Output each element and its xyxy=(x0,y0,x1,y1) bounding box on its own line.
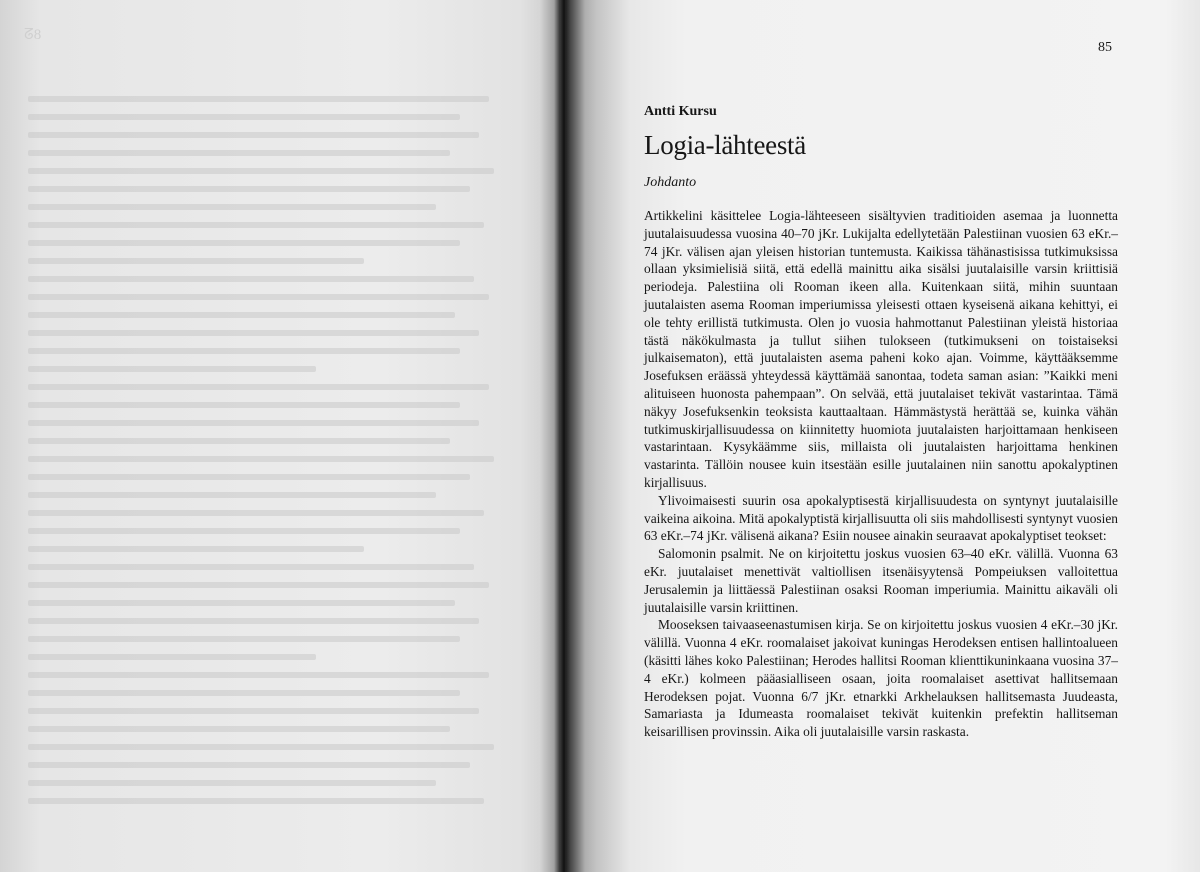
showthrough-line xyxy=(28,762,470,768)
showthrough-line xyxy=(28,492,436,498)
showthrough-line xyxy=(28,330,479,336)
showthrough-line xyxy=(28,582,489,588)
showthrough-line xyxy=(28,438,450,444)
showthrough-line xyxy=(28,258,364,264)
book-gutter-shadow xyxy=(540,0,630,872)
paragraph: Ylivoimaisesti suurin osa apokalyptisestä kirjallisuudesta on syntynyt juutalaisille vaikeina aikoina. Mitä apokalyptistä kirjallisuutta oli siis mahdollisesti syntynyt vuosien 63 eKr.–74 jKr. välisenä aikana? Esiin nousee ainakin seuraavat apokalyptiset teokset: xyxy=(644,492,1118,544)
showthrough-line xyxy=(28,276,474,282)
paragraph: Salomonin psalmit. Ne on kirjoitettu joskus vuosien 63–40 eKr. välillä. Vuonna 63 eKr. juutalaiset menettivät valtiollisen itsenäisyytensä Pompeiuksen valloitettua Jerusalemin ja liittäessä Palestiinan osaksi Rooman imperiumia. Mainittu aikaväli oli juutalaisille varsin kriittinen. xyxy=(644,546,1118,615)
showthrough-line xyxy=(28,456,494,462)
showthrough-line xyxy=(28,240,460,246)
showthrough-line xyxy=(28,510,484,516)
showthrough-line xyxy=(28,528,460,534)
showthrough-line xyxy=(28,618,479,624)
showthrough-line xyxy=(28,780,436,786)
paragraph: Mooseksen taivaaseenastumisen kirja. Se on kirjoitettu joskus vuosien 4 eKr.–30 jKr. välillä. Vuonna 4 eKr. roomalaiset jakoivat kuningas Herodeksen entisen hallintoalueen (käsitti lähes koko Palestiinan; Herodes hallitsi Rooman klienttikuninkaana vuosina 37–4 eKr.) kolmeen pääasialliseen osaan, joita roomalaiset asettivat hallitsemaan Herodeksen pojat. Vuonna 6/7 jKr. etnarkki Arkhelauksen hallitsemasta Juudeasta, Samariasta ja Idumeasta roomalaiset tekivät kuitenkin prefektin hallitseman keisarillisen provinssin. Aika oli juutalaisille varsin raskasta. xyxy=(644,617,1118,740)
article-title: Logia-lähteestä xyxy=(644,130,806,160)
showthrough-line xyxy=(28,690,460,696)
showthrough-line xyxy=(28,222,484,228)
showthrough-line xyxy=(28,384,489,390)
showthrough-line xyxy=(28,474,470,480)
paragraph: Artikkelini käsittelee Logia-lähteeseen sisältyvien traditioiden asemaa ja luonnetta juutalaisuudessa vuosina 40–70 jKr. Lukijalta edellytetään Palestiinan vuosien 63 eKr.–74 jKr. välisen ajan yleisen historian tuntemusta. Kaikissa tähänastisissa tutkimuksissa ollaan yksimielisiä siitä, että edellä mainittu aika sisälsi juutalaisille varsin kriittisiä periodeja. Palestiina oli Rooman ikeen alla. Kuitenkaan siitä, mihin suuntaan juutalaisten asema Rooman imperiumissa yleisesti ottaen kyseisenä aikana kehittyi, ei ole tehty erillistä tutkimusta. Olen jo vuosia hahmottanut Palestiinan yleistä historiaa tästä näkökulmasta ja tullut siihen tulokseen (tutkimukseni on toistaiseksi julkaisematon), että juutalaisten asema paheni koko ajan. Voimme, käyttääksemme Josefuksen eräässä yhteydessä käyttämää sanontaa, todeta saman asian: ”Kaikki meni alituiseen huonosta pahempaan”. On selvää, että juutalaiset tekivät vastarintaa. Tämä näkyy Josefuksenkin teoksista kauttaaltaan. Hämmästystä herättää se, kuinka vähän tutkimuskirjallisuudessa on kiinnitetty huomiota juutalaisten harjoittamaan henkiseen vastarintaan. Kysykäämme siis, millaista oli juutalaisten harjoittama henkinen vastarinta. Tällöin nousee kuin itsestään esille juutalainen niin sanottu apokalyptinen kirjallisuus. xyxy=(644,208,1118,490)
article-body xyxy=(644,207,1118,741)
showthrough-line xyxy=(28,600,455,606)
showthrough-line xyxy=(28,672,489,678)
page-number: 85 xyxy=(1098,40,1112,55)
showthrough-line xyxy=(28,132,479,138)
showthrough-line xyxy=(28,546,364,552)
showthrough-line xyxy=(28,726,450,732)
showthrough-line xyxy=(28,420,479,426)
showthrough-line xyxy=(28,168,494,174)
showthrough-line xyxy=(28,348,460,354)
showthrough-line xyxy=(28,294,489,300)
showthrough-line xyxy=(28,636,460,642)
article xyxy=(644,104,1118,741)
showthrough-line xyxy=(28,366,316,372)
section-heading: Johdanto xyxy=(644,175,697,190)
showthrough-line xyxy=(28,312,455,318)
article-author: Antti Kursu xyxy=(644,104,717,119)
showthrough-line xyxy=(28,798,484,804)
left-page-number-showthrough: ᘔ8 xyxy=(24,27,42,43)
showthrough-line xyxy=(28,654,316,660)
showthrough-line xyxy=(28,204,436,210)
showthrough-text xyxy=(28,96,508,826)
left-page xyxy=(0,0,560,872)
showthrough-line xyxy=(28,708,479,714)
showthrough-line xyxy=(28,744,494,750)
showthrough-line xyxy=(28,114,460,120)
showthrough-line xyxy=(28,186,470,192)
showthrough-line xyxy=(28,564,474,570)
showthrough-line xyxy=(28,96,489,102)
showthrough-line xyxy=(28,150,450,156)
showthrough-line xyxy=(28,402,460,408)
